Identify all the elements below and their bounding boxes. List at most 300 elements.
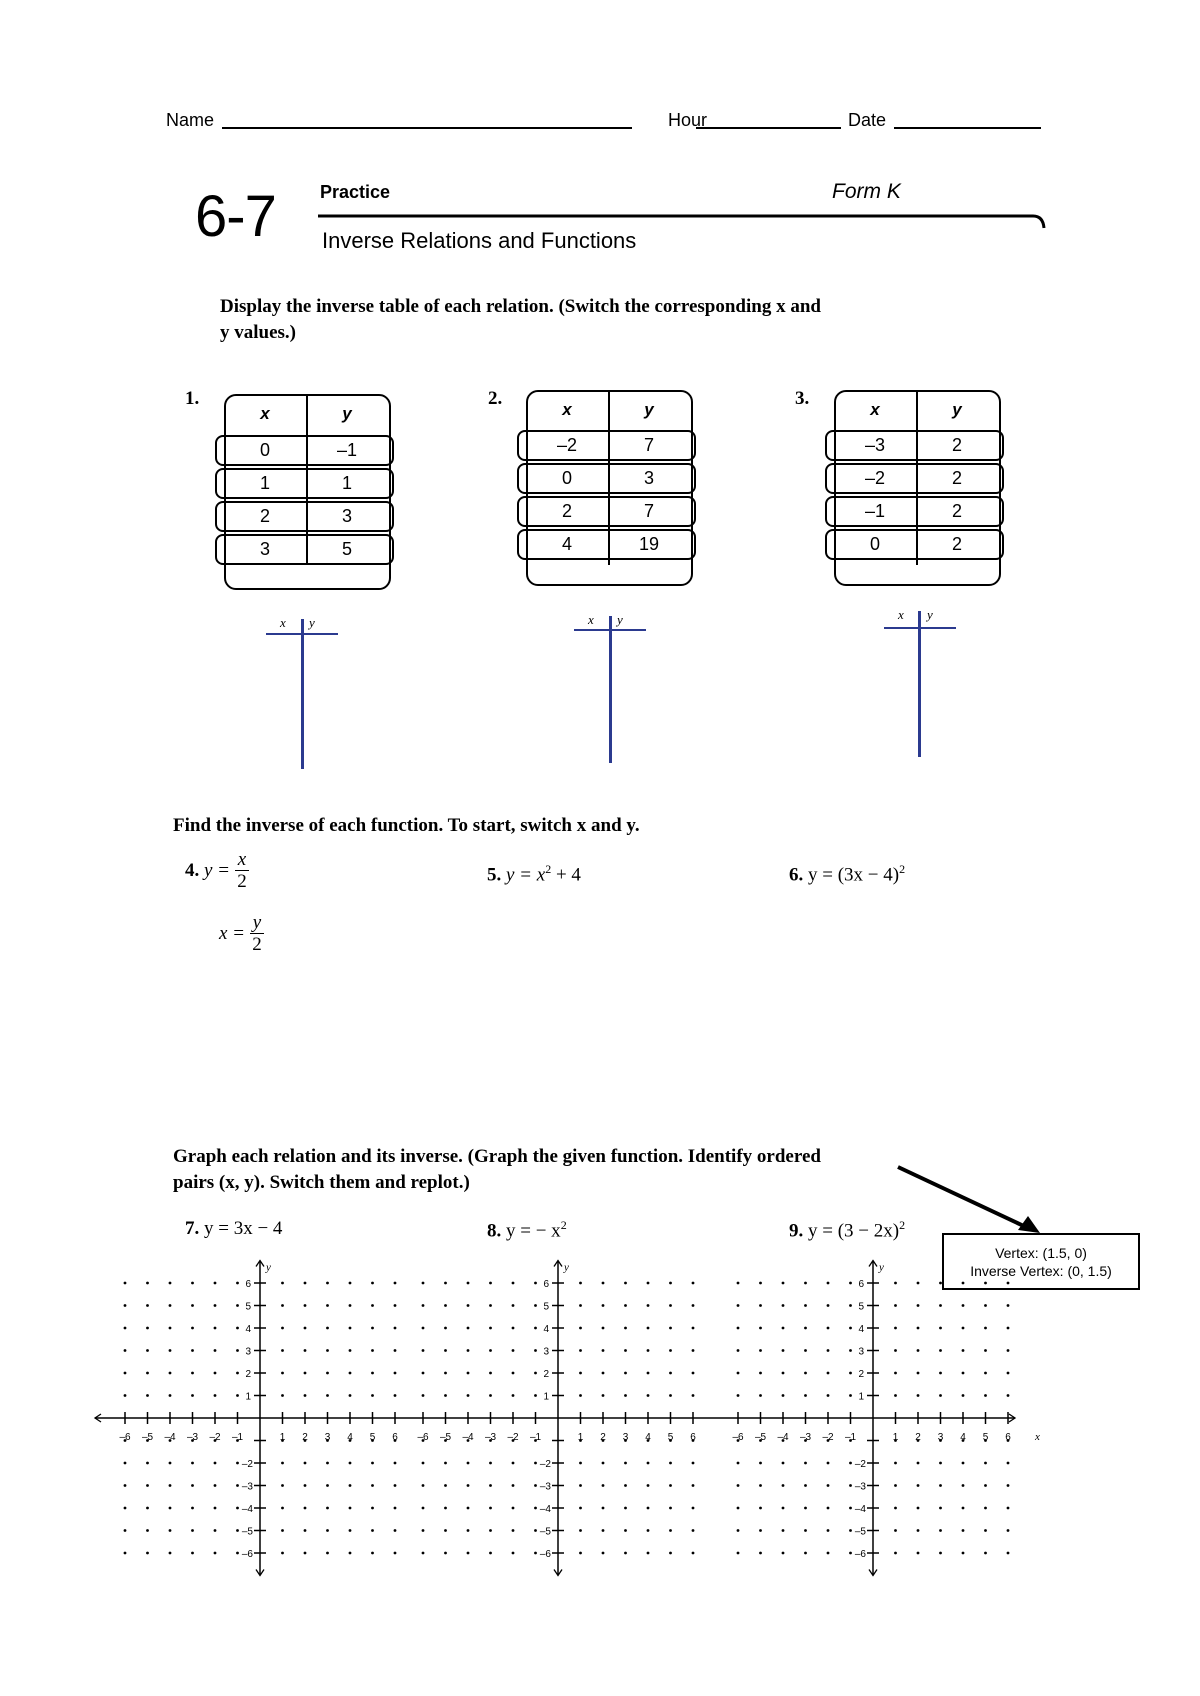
tchart-vertical-line bbox=[918, 611, 921, 757]
problem-number: 7. bbox=[185, 1218, 200, 1239]
grid-dot bbox=[759, 1304, 762, 1307]
grid-dot bbox=[512, 1552, 515, 1555]
grid-dot bbox=[326, 1327, 329, 1330]
grid-dot bbox=[917, 1529, 920, 1532]
x-tick-label: 4 bbox=[960, 1432, 966, 1443]
x-tick-label: –3 bbox=[799, 1432, 812, 1443]
x-tick-label: –4 bbox=[777, 1432, 789, 1443]
grid-dot bbox=[124, 1282, 127, 1285]
grid-dot bbox=[579, 1304, 582, 1307]
grid-dot bbox=[326, 1372, 329, 1375]
grid-dot bbox=[804, 1507, 807, 1510]
grid-dot bbox=[917, 1507, 920, 1510]
y-tick-label: 3 bbox=[245, 1346, 251, 1358]
grid-dot bbox=[984, 1304, 987, 1307]
grid-dot bbox=[281, 1327, 284, 1330]
grid-dot bbox=[647, 1484, 650, 1487]
denominator: 2 bbox=[252, 934, 262, 955]
grid-dot bbox=[692, 1507, 695, 1510]
grid-dot bbox=[371, 1484, 374, 1487]
date-field-line[interactable] bbox=[894, 127, 1041, 129]
tchart-y-label: y bbox=[617, 612, 623, 627]
x-tick-label: –4 bbox=[462, 1432, 474, 1443]
grid-dot bbox=[669, 1394, 672, 1397]
grid-dot bbox=[534, 1282, 537, 1285]
grid-dot bbox=[191, 1327, 194, 1330]
grid-dot bbox=[304, 1372, 307, 1375]
grid-dot bbox=[692, 1552, 695, 1555]
grid-dot bbox=[304, 1507, 307, 1510]
grid-dot bbox=[394, 1282, 397, 1285]
grid-dot bbox=[326, 1462, 329, 1465]
y-tick-label: 5 bbox=[245, 1301, 251, 1313]
grid-dot bbox=[827, 1349, 830, 1352]
x-tick-label: –6 bbox=[417, 1432, 429, 1443]
grid-dot bbox=[939, 1327, 942, 1330]
grid-dot bbox=[849, 1484, 852, 1487]
grid-dot bbox=[304, 1394, 307, 1397]
grid-dot bbox=[602, 1304, 605, 1307]
grid-dot bbox=[146, 1462, 149, 1465]
grid-dot bbox=[489, 1394, 492, 1397]
inverse-tchart-2[interactable] bbox=[574, 612, 654, 767]
instruction-line: Graph each relation and its inverse. (Graph the given function. Identify ordered bbox=[173, 1146, 821, 1167]
grid-dot bbox=[146, 1372, 149, 1375]
tchart-x-label: x bbox=[280, 615, 286, 630]
grid-dot bbox=[669, 1484, 672, 1487]
grid-dot bbox=[782, 1462, 785, 1465]
cell-y: 2 bbox=[951, 435, 962, 455]
grid-dot bbox=[349, 1349, 352, 1352]
problem-7 bbox=[185, 1218, 282, 1240]
y-tick-label: 2 bbox=[245, 1369, 251, 1380]
grid-dot bbox=[962, 1349, 965, 1352]
cell-x: –3 bbox=[864, 435, 886, 455]
grid-dot bbox=[422, 1394, 425, 1397]
grid-dot bbox=[467, 1552, 470, 1555]
grid-dot bbox=[602, 1372, 605, 1375]
grid-dot bbox=[917, 1327, 920, 1330]
grid-dot bbox=[444, 1552, 447, 1555]
grid-dot bbox=[281, 1529, 284, 1532]
equation: y = (3x − 4) bbox=[808, 864, 900, 886]
grid-dot bbox=[962, 1304, 965, 1307]
grid-dot bbox=[647, 1327, 650, 1330]
grid-dot bbox=[236, 1462, 239, 1465]
grid-dot bbox=[602, 1552, 605, 1555]
y-header: y bbox=[342, 404, 352, 423]
tchart-y-label: y bbox=[927, 607, 933, 622]
grid-dot bbox=[894, 1507, 897, 1510]
grid-dot bbox=[169, 1394, 172, 1397]
coordinate-grids[interactable] bbox=[0, 1240, 1200, 1600]
grid-dot bbox=[962, 1394, 965, 1397]
grid-dot bbox=[236, 1349, 239, 1352]
grid-dot bbox=[444, 1327, 447, 1330]
grid-dot bbox=[512, 1507, 515, 1510]
grid-dot bbox=[602, 1394, 605, 1397]
grid-dot bbox=[984, 1394, 987, 1397]
grid-dot bbox=[984, 1484, 987, 1487]
exponent: 2 bbox=[545, 862, 552, 876]
grid-dot bbox=[804, 1462, 807, 1465]
grid-dot bbox=[737, 1349, 740, 1352]
grid-dot bbox=[692, 1462, 695, 1465]
grid-dot bbox=[737, 1327, 740, 1330]
grid-dot bbox=[512, 1349, 515, 1352]
grid-dot bbox=[984, 1462, 987, 1465]
grid-dot bbox=[782, 1529, 785, 1532]
grid-dot bbox=[444, 1394, 447, 1397]
y-header: y bbox=[952, 400, 962, 419]
grid-dot bbox=[737, 1394, 740, 1397]
grid-dot bbox=[422, 1304, 425, 1307]
grid-dot bbox=[579, 1552, 582, 1555]
grid-dot bbox=[804, 1349, 807, 1352]
grid-dot bbox=[169, 1327, 172, 1330]
grid-dot bbox=[214, 1304, 217, 1307]
date-label: Date bbox=[848, 110, 887, 130]
cell-y: 7 bbox=[643, 501, 654, 521]
grid-dot bbox=[939, 1462, 942, 1465]
grid-dot bbox=[444, 1372, 447, 1375]
y-tick-label: 1 bbox=[543, 1391, 549, 1403]
grid-dot bbox=[191, 1372, 194, 1375]
grid-dot bbox=[394, 1552, 397, 1555]
grid-dot bbox=[534, 1462, 537, 1465]
grid-dot bbox=[669, 1552, 672, 1555]
x-tick-label: –6 bbox=[732, 1432, 744, 1443]
grid-dot bbox=[669, 1372, 672, 1375]
grid-dot bbox=[444, 1484, 447, 1487]
hour-field-line[interactable] bbox=[696, 127, 841, 129]
grid-dot bbox=[394, 1529, 397, 1532]
grid-dot bbox=[394, 1394, 397, 1397]
grid-dot bbox=[512, 1372, 515, 1375]
inverse-tchart-3[interactable] bbox=[884, 607, 964, 762]
grid-dot bbox=[647, 1507, 650, 1510]
grid-dot bbox=[669, 1304, 672, 1307]
x-tick-label: –3 bbox=[186, 1432, 199, 1443]
grid-dot bbox=[467, 1349, 470, 1352]
y-tick-label: –3 bbox=[854, 1481, 866, 1493]
y-header: y bbox=[644, 400, 654, 419]
grid-dot bbox=[894, 1327, 897, 1330]
problem-4 bbox=[185, 850, 249, 893]
grid-dot bbox=[917, 1484, 920, 1487]
grid-dot bbox=[371, 1462, 374, 1465]
grid-dot bbox=[422, 1462, 425, 1465]
equation-lhs: x = bbox=[219, 922, 246, 944]
y-tick-label: –4 bbox=[539, 1504, 551, 1515]
grid-dot bbox=[512, 1282, 515, 1285]
grid-dot bbox=[602, 1507, 605, 1510]
grid-dot bbox=[917, 1462, 920, 1465]
grid-dot bbox=[804, 1484, 807, 1487]
grid-dot bbox=[349, 1552, 352, 1555]
callout-line: Inverse Vertex: (0, 1.5) bbox=[970, 1263, 1112, 1279]
grid-dot bbox=[281, 1304, 284, 1307]
grid-dot bbox=[602, 1349, 605, 1352]
grid-dot bbox=[782, 1552, 785, 1555]
inverse-tchart-1[interactable] bbox=[266, 615, 346, 770]
grid-dot bbox=[737, 1507, 740, 1510]
problem-number: 1. bbox=[185, 388, 200, 409]
grid-dot bbox=[304, 1349, 307, 1352]
grid-dot bbox=[349, 1462, 352, 1465]
grid-dot bbox=[602, 1282, 605, 1285]
grid-dot bbox=[962, 1507, 965, 1510]
grid-dot bbox=[371, 1529, 374, 1532]
grid-dot bbox=[214, 1372, 217, 1375]
x-header: x bbox=[260, 404, 270, 423]
grid-dot bbox=[371, 1507, 374, 1510]
x-tick-label: 5 bbox=[667, 1432, 674, 1443]
tchart-x-label: x bbox=[588, 612, 594, 627]
instruction-line: Display the inverse table of each relation. (Switch the corresponding x and bbox=[220, 296, 821, 317]
numerator: x bbox=[235, 850, 249, 871]
grid-dot bbox=[394, 1372, 397, 1375]
grid-dot bbox=[579, 1394, 582, 1397]
y-tick-label: –2 bbox=[854, 1459, 866, 1470]
cell-x: 0 bbox=[869, 534, 880, 554]
grid-dot bbox=[939, 1349, 942, 1352]
grid-dot bbox=[624, 1529, 627, 1532]
grid-dot bbox=[169, 1552, 172, 1555]
grid-dot bbox=[917, 1372, 920, 1375]
problem-9 bbox=[789, 1218, 905, 1242]
grid-dot bbox=[512, 1327, 515, 1330]
grid-dot bbox=[191, 1529, 194, 1532]
grid-dot bbox=[534, 1507, 537, 1510]
grid-dot bbox=[534, 1349, 537, 1352]
instruction-line: y values.) bbox=[220, 322, 296, 343]
grid-dot bbox=[169, 1282, 172, 1285]
section2-instruction: Find the inverse of each function. To start, switch x and y. bbox=[173, 815, 640, 836]
grid-dot bbox=[737, 1484, 740, 1487]
grid-dot bbox=[349, 1327, 352, 1330]
grid-dot bbox=[692, 1304, 695, 1307]
grid-dot bbox=[304, 1484, 307, 1487]
grid-dot bbox=[444, 1462, 447, 1465]
grid-dot bbox=[512, 1394, 515, 1397]
grid-dot bbox=[236, 1529, 239, 1532]
grid-dot bbox=[214, 1529, 217, 1532]
grid-dot bbox=[146, 1349, 149, 1352]
grid-dot bbox=[169, 1484, 172, 1487]
grid-dot bbox=[467, 1282, 470, 1285]
grid-dot bbox=[692, 1394, 695, 1397]
grid-dot bbox=[214, 1394, 217, 1397]
section1-instruction bbox=[220, 294, 980, 346]
problem-5 bbox=[487, 862, 581, 886]
grid-dot bbox=[124, 1349, 127, 1352]
grid-dot bbox=[849, 1282, 852, 1285]
grid-dot bbox=[849, 1327, 852, 1330]
grid-dot bbox=[349, 1394, 352, 1397]
grid-dot bbox=[326, 1282, 329, 1285]
grid-dot bbox=[984, 1552, 987, 1555]
problem-number: 6. bbox=[789, 864, 804, 886]
grid-dot bbox=[894, 1529, 897, 1532]
grid-dot bbox=[146, 1327, 149, 1330]
x-tick-label: –4 bbox=[164, 1432, 176, 1443]
y-tick-label: 6 bbox=[543, 1279, 549, 1290]
grid-dot bbox=[737, 1552, 740, 1555]
grid-dot bbox=[489, 1282, 492, 1285]
numerator: y bbox=[250, 913, 264, 934]
grid-dot bbox=[191, 1484, 194, 1487]
x-tick-label: 3 bbox=[622, 1432, 629, 1443]
grid-dot bbox=[759, 1529, 762, 1532]
grid-dot bbox=[214, 1484, 217, 1487]
grid-dot bbox=[917, 1394, 920, 1397]
cell-y: 19 bbox=[638, 534, 660, 554]
instruction-line: pairs (x, y). Switch them and replot.) bbox=[173, 1172, 470, 1193]
grid-dot bbox=[849, 1394, 852, 1397]
grid-dot bbox=[214, 1349, 217, 1352]
grid-dot bbox=[1007, 1282, 1010, 1285]
x-tick-label: 2 bbox=[302, 1432, 308, 1443]
grid-dot bbox=[692, 1349, 695, 1352]
problem-number: 2. bbox=[488, 388, 503, 409]
grid-dot bbox=[984, 1349, 987, 1352]
grid-dot bbox=[534, 1552, 537, 1555]
grid-dot bbox=[759, 1372, 762, 1375]
x-tick-label: –5 bbox=[141, 1432, 154, 1443]
grid-dot bbox=[692, 1372, 695, 1375]
grid-dot bbox=[191, 1349, 194, 1352]
grid-dot bbox=[827, 1462, 830, 1465]
y-tick-label: –5 bbox=[241, 1526, 253, 1538]
cell-x: –1 bbox=[864, 501, 886, 521]
grid-dot bbox=[214, 1327, 217, 1330]
x-tick-label: 4 bbox=[645, 1432, 651, 1443]
callout-line: Vertex: (1.5, 0) bbox=[995, 1245, 1087, 1261]
grid-dot bbox=[489, 1552, 492, 1555]
grid-dot bbox=[489, 1372, 492, 1375]
cell-y: 1 bbox=[341, 473, 352, 493]
grid-dot bbox=[939, 1394, 942, 1397]
practice-label: Practice bbox=[320, 182, 391, 202]
grid-dot bbox=[782, 1507, 785, 1510]
y-tick-label: –6 bbox=[854, 1549, 866, 1560]
grid-dot bbox=[579, 1507, 582, 1510]
grid-dot bbox=[939, 1507, 942, 1510]
grid-dot bbox=[444, 1507, 447, 1510]
grid-dot bbox=[489, 1462, 492, 1465]
grid-dot bbox=[124, 1372, 127, 1375]
fraction bbox=[250, 913, 264, 956]
grid-dot bbox=[422, 1327, 425, 1330]
grid-dot bbox=[1007, 1304, 1010, 1307]
grid-dot bbox=[326, 1529, 329, 1532]
x-axis-label: x bbox=[1035, 1431, 1040, 1443]
exponent: 2 bbox=[899, 1218, 906, 1232]
grid-dot bbox=[894, 1552, 897, 1555]
grid-dot bbox=[737, 1529, 740, 1532]
y-tick-label: –5 bbox=[539, 1526, 551, 1538]
grid-dot bbox=[467, 1484, 470, 1487]
cell-x: 0 bbox=[561, 468, 572, 488]
grid-dot bbox=[489, 1529, 492, 1532]
grid-dot bbox=[169, 1529, 172, 1532]
grid-dot bbox=[489, 1349, 492, 1352]
grid-dot bbox=[669, 1507, 672, 1510]
grid-dot bbox=[647, 1372, 650, 1375]
problem-number: 4. bbox=[185, 859, 200, 881]
grid-dot bbox=[804, 1282, 807, 1285]
grid-dot bbox=[984, 1507, 987, 1510]
grid-dot bbox=[444, 1349, 447, 1352]
grid-dot bbox=[804, 1304, 807, 1307]
name-field-line[interactable] bbox=[222, 127, 632, 129]
y-tick-label: 2 bbox=[858, 1369, 864, 1380]
grid-dot bbox=[759, 1282, 762, 1285]
grid-dot bbox=[782, 1372, 785, 1375]
grid-dot bbox=[534, 1484, 537, 1487]
grid-dot bbox=[394, 1349, 397, 1352]
grid-dot bbox=[624, 1552, 627, 1555]
grid-dot bbox=[669, 1327, 672, 1330]
grid-dot bbox=[624, 1507, 627, 1510]
grid-dot bbox=[169, 1349, 172, 1352]
grid-dot bbox=[371, 1349, 374, 1352]
grid-dot bbox=[467, 1372, 470, 1375]
grid-dot bbox=[236, 1507, 239, 1510]
x-header: x bbox=[870, 400, 880, 419]
grid-dot bbox=[1007, 1529, 1010, 1532]
grid-dot bbox=[214, 1507, 217, 1510]
y-tick-label: 4 bbox=[543, 1324, 549, 1335]
x-tick-label: 6 bbox=[1005, 1432, 1011, 1443]
exponent: 2 bbox=[899, 862, 906, 876]
grid-dot bbox=[467, 1462, 470, 1465]
grid-dot bbox=[602, 1462, 605, 1465]
grid-dot bbox=[191, 1394, 194, 1397]
grid-dot bbox=[191, 1507, 194, 1510]
problem-8 bbox=[487, 1218, 567, 1242]
x-tick-label: –2 bbox=[822, 1432, 834, 1443]
grid-dot bbox=[169, 1372, 172, 1375]
grid-dot bbox=[444, 1304, 447, 1307]
grid-dot bbox=[1007, 1462, 1010, 1465]
grid-dot bbox=[371, 1282, 374, 1285]
grid-dot bbox=[962, 1327, 965, 1330]
grid-dot bbox=[579, 1372, 582, 1375]
x-tick-label: 1 bbox=[577, 1432, 584, 1443]
grid-dot bbox=[624, 1282, 627, 1285]
grid-dot bbox=[512, 1304, 515, 1307]
grid-dot bbox=[894, 1349, 897, 1352]
grid-dot bbox=[124, 1507, 127, 1510]
grid-dot bbox=[827, 1327, 830, 1330]
grid-dot bbox=[849, 1349, 852, 1352]
grid-dot bbox=[422, 1552, 425, 1555]
grid-dot bbox=[917, 1282, 920, 1285]
grid-dot bbox=[894, 1372, 897, 1375]
hour-label: Hour bbox=[668, 110, 708, 130]
y-tick-label: 6 bbox=[245, 1279, 251, 1290]
cell-x: 4 bbox=[561, 534, 572, 554]
cell-y: 2 bbox=[951, 468, 962, 488]
grid-dot bbox=[146, 1394, 149, 1397]
y-tick-label: 1 bbox=[245, 1391, 251, 1403]
y-tick-label: –5 bbox=[854, 1526, 866, 1538]
grid-dot bbox=[146, 1529, 149, 1532]
grid-dot bbox=[124, 1327, 127, 1330]
cell-y: 2 bbox=[951, 501, 962, 521]
